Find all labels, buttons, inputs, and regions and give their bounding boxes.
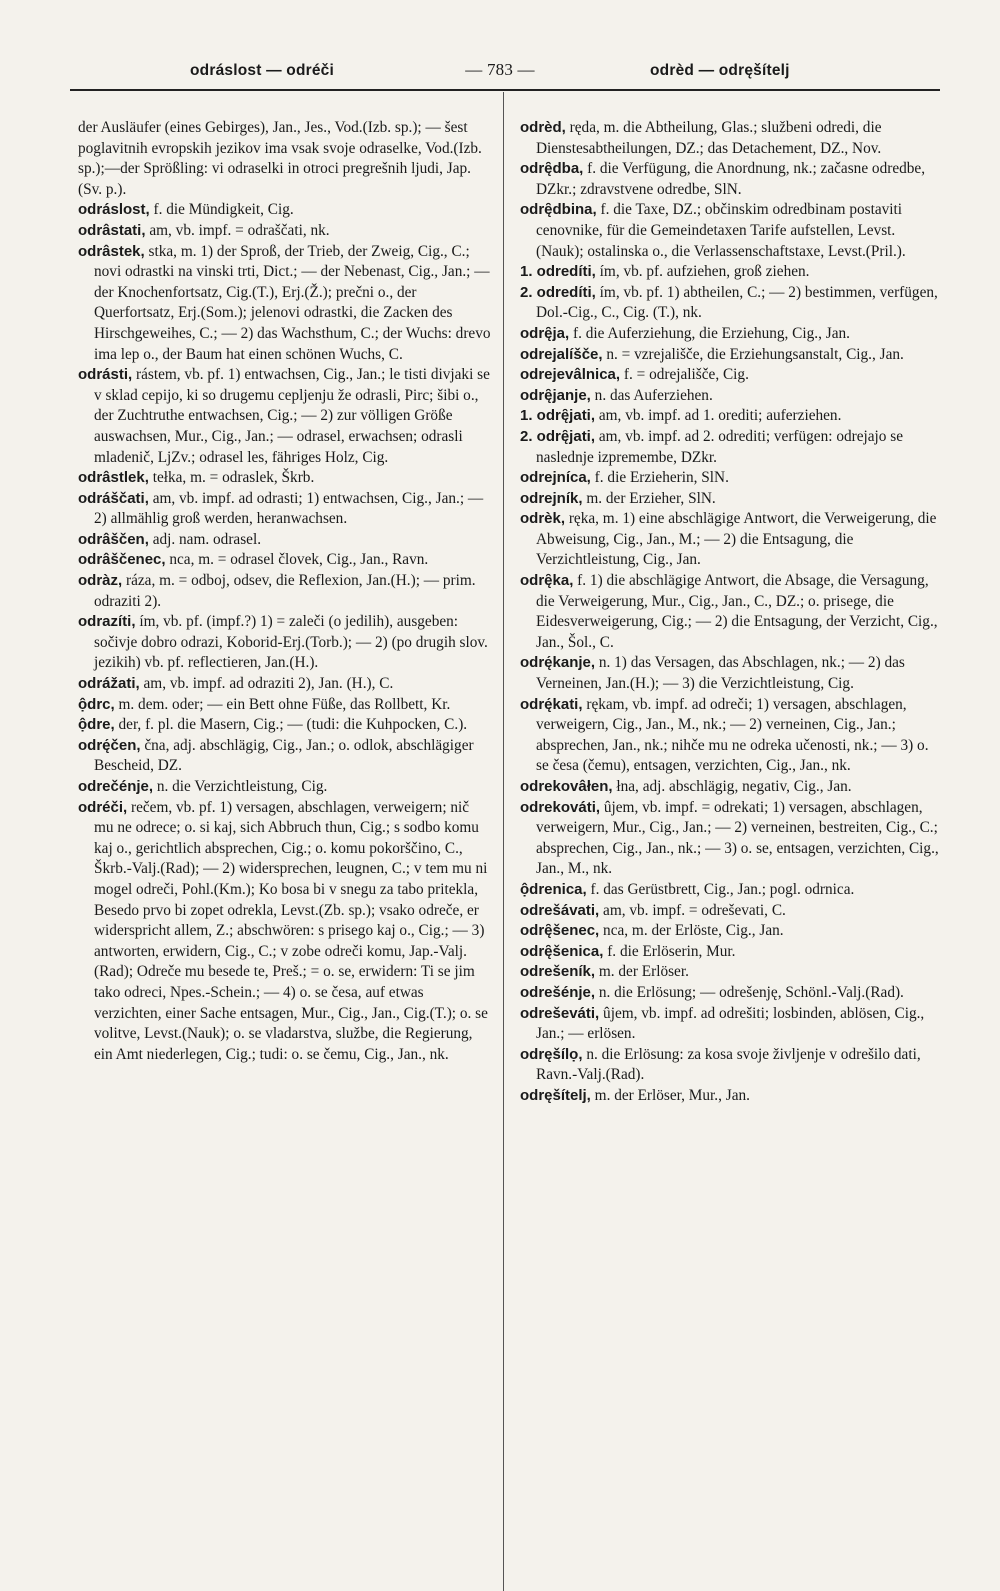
entry-headword: odrejevâlnica, — [520, 366, 621, 384]
dictionary-entry — [78, 118, 492, 200]
entry-definition: nca, m. der Erlöste, Cig., Jan. — [599, 922, 784, 940]
entry-headword: odrekováti, — [520, 798, 601, 816]
page-header — [0, 0, 1000, 92]
entry-definition: ręka, m. 1) eine abschlägige Antwort, die Verweigerung, die Abweisung, Cig., Jan., M.; — 2) die Entsagung, die Verzichtleistung, Cig., Jan. — [536, 510, 937, 569]
entry-definition: ûjem, vb. impf. ad odrešiti; losbinden, ablösen, Cig., Jan.; — erlösen. — [536, 1004, 925, 1043]
dictionary-entry — [520, 571, 942, 653]
entry-definition: n. das Auferziehen. — [590, 386, 713, 404]
entry-definition: n. die Erlösung: za kosa svoje življenje v odrešilo dati, Ravn.-Valj.(Rad). — [536, 1045, 921, 1084]
entry-headword: odrazíti, — [78, 613, 136, 631]
dictionary-entry — [520, 1004, 942, 1045]
entry-headword: odráslost, — [78, 201, 150, 219]
entry-definition: f. = odrejališče, Cig. — [620, 366, 749, 384]
entry-definition: n. die Erlösung; — odrešenję, Schönl.-Valj.(Rad). — [595, 983, 904, 1001]
entry-headword: odrèd, — [520, 119, 566, 136]
column-divider — [503, 92, 504, 1591]
entry-headword: odrejalíšče, — [520, 345, 603, 363]
entry-headword: odrešávati, — [520, 901, 600, 919]
entry-headword: odrâstati, — [78, 221, 146, 239]
entry-definition: ręda, m. die Abtheilung, Glas.; službeni odredi, die Dienstesabtheilungen, DZ.; das Detachement, DZ., Nov. — [536, 119, 882, 157]
entry-definition: am, vb. impf. ad odraziti 2), Jan. (H.), C. — [139, 675, 394, 693]
entry-headword: odrę̑ja, — [520, 324, 570, 342]
entry-headword: ộdre, — [78, 716, 115, 734]
dictionary-entry — [78, 777, 492, 798]
entry-definition: f. die Auferziehung, die Erziehung, Cig., Jan. — [569, 324, 850, 342]
dictionary-entry — [520, 262, 942, 283]
entry-headword: odrešeník, — [520, 963, 596, 981]
entry-definition: m. der Erlöser, Mur., Jan. — [590, 1086, 750, 1104]
entry-definition: n. = vzrejališče, die Erziehungsanstalt, Cig., Jan. — [602, 345, 904, 363]
dictionary-entry — [520, 983, 942, 1004]
entry-definition: ûjem, vb. impf. = odrekati; 1) versagen, abschlagen, verweigern, Mur., Cig., Jan.; — 2) verneinen, bestreiten, Cig., C.; absprechen, Cig., Jan., nk.; — 3) o. se, entsagen, verzichten, Cig., Jan., M., nk. — [536, 798, 939, 878]
entry-definition: n. 1) das Versagen, das Abschlagen, nk.; — 2) das Verneinen, Jan.(H.); — 3) die Verzichtleistung, Cig. — [536, 654, 905, 693]
dictionary-entry — [520, 1045, 942, 1086]
dictionary-entry — [78, 468, 492, 489]
dictionary-entry — [520, 509, 942, 571]
header-left-guideword: odráslost — odréči — [190, 62, 334, 79]
dictionary-entry — [520, 962, 942, 983]
entry-definition: m. dem. oder; — ein Bett ohne Füße, das Rollbett, Kr. — [114, 695, 451, 713]
entry-headword: odrâščen, — [78, 530, 149, 548]
entry-definition: der Ausläufer (eines Gebirges), Jan., Jes., Vod.(Izb. sp.); — šest poglavitnih evropskih jezikov ima vsak svoje odraselke, Vod.(Izb. sp.);—der Sprößling: vi odraselki in otroci pregrešnih ljudi, Jap.(Sv. p.). — [78, 119, 482, 198]
entry-definition: rękam, vb. impf. ad odreči; 1) versagen, abschlagen, verweigern, Cig., Jan., M., nk.; — 2) verneinen, Cig., Jan.; absprechen, Jan., nk.; nihče mu ne odreka učenosti, nk.; — 3) o. se česa (čemu), entsagen, verzichten, Cig., Jan., nk. — [536, 695, 929, 775]
entry-headword: odrę̑ka, — [520, 572, 574, 590]
entry-headword: 2. odredíti, — [520, 283, 596, 301]
entry-definition: am, vb. impf. ad 1. orediti; auferziehen. — [595, 407, 842, 425]
entry-definition: n. die Verzichtleistung, Cig. — [153, 778, 328, 795]
dictionary-entry — [78, 489, 492, 530]
entry-headword: odréči, — [78, 798, 128, 816]
entry-definition: f. die Mündigkeit, Cig. — [149, 201, 294, 219]
entry-definition: čna, adj. abschlägig, Cig., Jan.; o. odlok, abschlägiger Bescheid, DZ. — [94, 736, 474, 775]
entry-headword: odręšílọ, — [520, 1045, 583, 1063]
entry-headword: 2. odrę̑jati, — [520, 427, 596, 445]
entry-headword: odrejníca, — [520, 469, 591, 487]
dictionary-entry — [520, 468, 942, 489]
dictionary-entry — [520, 1086, 942, 1107]
entry-headword: odrejník, — [520, 489, 583, 507]
dictionary-entry — [520, 427, 942, 468]
dictionary-entry — [520, 777, 942, 798]
entry-headword: odrâščenec, — [78, 551, 166, 569]
entry-headword: odrę́kanje, — [520, 654, 596, 672]
entry-definition: rástem, vb. pf. 1) entwachsen, Cig., Jan.; le tisti divjaki se v sklad cepijo, ki so drugemu cepljenju že odrasli, Pirc; šibi o., der Zuchtruthe entwachsen, Cig.; — 2) zur völligen Größe auswachsen, Mur., Cig., Jan.; — odrasel, erwachsen; odrasli mladenič, LjZv.; odrasel les, fähriges Holz, Cig. — [94, 366, 490, 466]
entry-definition: nca, m. = odrasel človek, Cig., Jan., Ravn. — [165, 551, 429, 569]
dictionary-entry — [520, 324, 942, 345]
entry-headword: odręšítelj, — [520, 1086, 591, 1104]
entry-definition: ím, vb. pf. aufziehen, groß ziehen. — [595, 263, 810, 281]
entry-headword: odrâstlek, — [78, 469, 149, 487]
entry-definition: f. die Erlöserin, Mur. — [603, 942, 736, 960]
dictionary-entry — [520, 159, 942, 200]
entry-headword: odrâstek, — [78, 242, 145, 260]
entry-headword: ộdrc, — [78, 695, 115, 713]
dictionary-entry — [78, 242, 492, 366]
entry-definition: f. 1) die abschlägige Antwort, die Absage, die Versagung, die Verweigerung, Mur., Cig., Jan., C., DZ.; o. prisege, die Eidesverweigerung, Cig.; — 2) die Entsagung, der Verzicht, Cig., Jan., Šol., C. — [536, 572, 938, 651]
entry-headword: odrę̑dba, — [520, 160, 584, 178]
dictionary-entry — [520, 921, 942, 942]
entry-definition: łna, adj. abschlägig, negativ, Cig., Jan. — [612, 778, 852, 795]
dictionary-entry — [520, 489, 942, 510]
entry-headword: odrę́kati, — [520, 695, 583, 713]
dictionary-entry — [78, 365, 492, 468]
entry-headword: 1. odrę̑jati, — [520, 407, 596, 425]
entry-headword: odrážati, — [78, 675, 140, 693]
entry-definition: f. die Verfügung, die Anordnung, nk.; začasne odredbe, DZkr.; zdravstvene odredbe, SlN. — [536, 160, 926, 198]
dictionary-entry — [78, 221, 492, 242]
dictionary-entry — [520, 283, 942, 324]
dictionary-entry — [78, 612, 492, 674]
dictionary-entry — [78, 715, 492, 736]
entry-definition: m. der Erlöser. — [595, 963, 689, 981]
entry-headword: odrę̑janje, — [520, 386, 591, 404]
entry-definition: der, f. pl. die Masern, Cig.; — (tudi: die Kuhpocken, C.). — [114, 716, 468, 734]
entry-definition: rečem, vb. pf. 1) versagen, abschlagen, verweigern; nič mu ne odrece; o. si kaj, sich Abbruch thun, Cig.; s sodbo komu kaj o., gerichtlich absprechen, Cig.; o. komu pokorščino, C., Škrb.-Valj.(Rad); — 2) widersprechen, leugnen, C.; v tem mu ni mogel odreči, Pohl.(Km.); Ko bosa bi v snegu za tabo pritekla, Besedo prvo bi zopet odrekla, Levst.(Zb. sp.); vsako odreče, er widerspricht allem, Z.; abschwören: s prisego kaj o., Cig.; — 3) antworten, erwidern, Cig., C.; v zobe odreči komu, Jap.-Valj. (Rad); Odreče mu besede te, Preš.; = o. se, erwidern: Ti se jim tako odreci, Npes.-Schein.; — 4) o. se česa, auf etwas verzichten, einer Sache entsagen, Mur., Cig., Jan., Cig.(T.); o. se volitve, Levst.(Nauk); o. se vladarstva, službe, die Regierung, ein Amt niederlegen, Cig.; tudi: o. se čemu, Cig., Jan., nk. — [94, 798, 488, 1063]
entry-headword: odrę̑dbina, — [520, 201, 597, 219]
dictionary-entry — [78, 200, 492, 221]
header-rule — [70, 89, 940, 91]
entry-definition: m. der Erzieher, SlN. — [582, 489, 716, 507]
entry-definition: am, vb. impf. ad 2. odrediti; verfügen: odrejajo se naslednje izpremembe, DZkr. — [536, 427, 904, 466]
entry-definition: tełka, m. = odraslek, Škrb. — [148, 469, 315, 487]
dictionary-entry — [78, 674, 492, 695]
right-column — [520, 118, 942, 1107]
entry-headword: odrèk, — [520, 510, 566, 528]
entry-headword: odrę̑šenec, — [520, 922, 600, 940]
entry-headword: odrásti, — [78, 366, 133, 384]
dictionary-entry — [520, 798, 942, 880]
dictionary-entry — [520, 406, 942, 427]
page-number: — 783 — — [465, 60, 535, 79]
entry-definition: am, vb. impf. = odreševati, C. — [599, 901, 786, 919]
entry-headword: ộdrenica, — [520, 880, 587, 898]
entry-definition: f. das Gerüstbrett, Cig., Jan.; pogl. odrnica. — [586, 880, 855, 898]
dictionary-entry — [78, 530, 492, 551]
entry-headword: odrę̑šenica, — [520, 942, 604, 960]
entry-definition: am, vb. impf. = odraščati, nk. — [145, 221, 330, 239]
entry-definition: stka, m. 1) der Sproß, der Trieb, der Zweig, Cig., C.; novi odrastki na vinski trti, Dict.; — der Nebenast, Cig., Jan.; — der Knochenfortsatz, Cig.(T.), Erj.(Ž.); prečni o., der Querfortsatz, Erj.(Som.); jelenovi odrastki, die Zacken des Hirschgeweihes, C.; — 2) das Wachsthum, C.; der Wuchs: drevo ima lep o., der Baum hat einen schönen Wuchs, C. — [94, 242, 491, 363]
entry-headword: odreševáti, — [520, 1004, 600, 1022]
dictionary-entry — [520, 653, 942, 694]
left-column — [78, 118, 492, 1065]
dictionary-entry — [520, 942, 942, 963]
dictionary-entry — [78, 695, 492, 716]
header-right-guideword: odrèd — odręšítelj — [650, 62, 790, 79]
entry-headword: odrešénje, — [520, 983, 596, 1001]
dictionary-entry — [520, 345, 942, 366]
dictionary-entry — [520, 200, 942, 262]
dictionary-entry — [78, 571, 492, 612]
entry-headword: odráščati, — [78, 489, 149, 507]
dictionary-entry — [78, 798, 492, 1066]
entry-headword: odrekovâłen, — [520, 778, 613, 795]
dictionary-entry — [520, 365, 942, 386]
entry-headword: odrečénje, — [78, 778, 154, 795]
dictionary-entry — [78, 736, 492, 777]
entry-headword: odràz, — [78, 572, 123, 590]
entry-definition: ráza, m. = odboj, odsev, die Reflexion, Jan.(H.); — prim. odraziti 2). — [94, 572, 476, 610]
dictionary-entry — [520, 901, 942, 922]
dictionary-entry — [520, 386, 942, 407]
dictionary-entry — [78, 550, 492, 571]
dictionary-entry — [520, 880, 942, 901]
entry-headword: 1. odredíti, — [520, 263, 596, 281]
entry-headword: odrę́čen, — [78, 736, 141, 754]
entry-definition: f. die Taxe, DZ.; občinskim odredbinam postaviti cenovnike, für die Gemeindetaxen Tarife aufstellen, Levst.(Nauk); ostalinska o., die Verlassenschaftstaxe, Levst.(Pril.). — [536, 201, 906, 260]
entry-definition: f. die Erzieherin, SlN. — [590, 469, 729, 487]
dictionary-entry — [520, 118, 942, 159]
entry-definition: adj. nam. odrasel. — [148, 530, 262, 548]
entry-definition: am, vb. impf. ad odrasti; 1) entwachsen, Cig., Jan.; — 2) allmählig groß werden, heranwachsen. — [94, 489, 484, 528]
entry-definition: ím, vb. pf. 1) abtheilen, C.; — 2) bestimmen, verfügen, Dol.-Cig., C., Cig. (T.), nk. — [536, 283, 938, 322]
entry-definition: ím, vb. pf. (impf.?) 1) = zaleči (o jedilih), ausgeben: sočivje dobro odrazi, Koborid-Erj.(Torb.); — 2) (po drugih slov. jezikih) vb. pf. reflectieren, Jan.(H.). — [94, 613, 488, 672]
dictionary-entry — [520, 695, 942, 777]
